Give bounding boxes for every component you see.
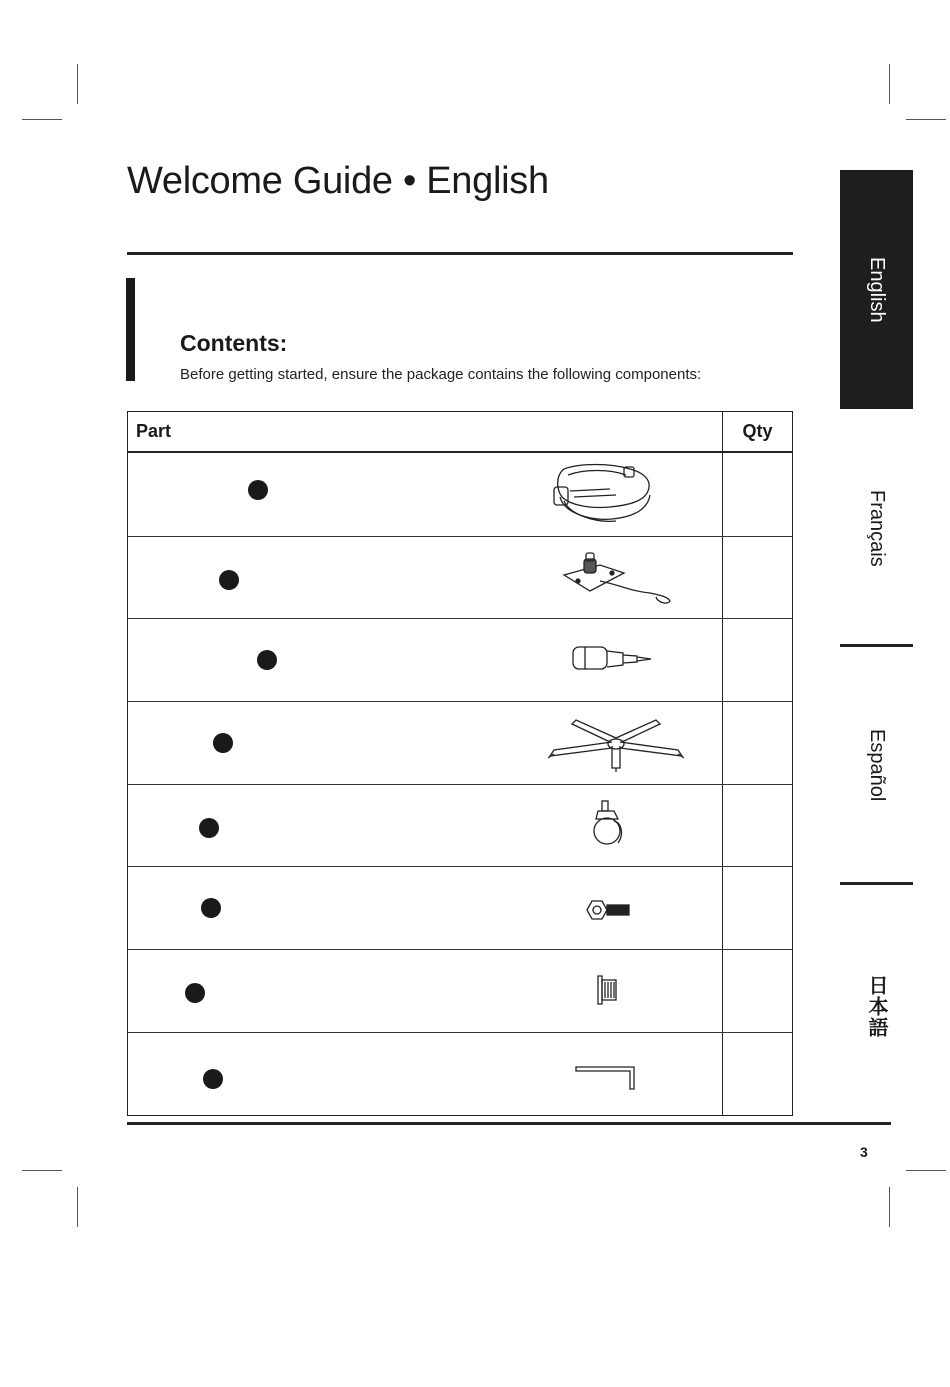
- table-row: [128, 701, 792, 784]
- spare-bolt-icon: [594, 974, 620, 1006]
- crop-mark: [77, 1187, 78, 1227]
- column-header-part: Part: [136, 421, 172, 441]
- seat-assembly-icon: [550, 461, 656, 527]
- allen-key-icon: [574, 1063, 640, 1093]
- qty-cell: [722, 453, 792, 536]
- tab-label: English: [866, 256, 888, 323]
- part-marker: [248, 480, 268, 500]
- contents-heading: Contents:: [180, 330, 288, 356]
- crop-mark: [906, 1170, 946, 1171]
- five-star-base-icon: [546, 714, 686, 774]
- tilt-mechanism-icon: [560, 551, 675, 611]
- table-row: [128, 453, 792, 536]
- part-marker: [185, 983, 205, 1003]
- crop-mark: [906, 119, 946, 120]
- tab-espanol[interactable]: [840, 648, 913, 882]
- page-number: 3: [860, 1144, 868, 1160]
- tab-francais[interactable]: [840, 412, 913, 644]
- tab-label: Español: [866, 728, 888, 802]
- contents-intro: Before getting started, ensure the package contains the following components:: [180, 366, 702, 383]
- tab-japanese[interactable]: [840, 886, 913, 1126]
- table-row: [128, 949, 792, 1032]
- qty-cell: [722, 702, 792, 784]
- qty-cell: [722, 619, 792, 701]
- tab-label: 日本語: [865, 974, 887, 1038]
- part-marker: [201, 898, 221, 918]
- qty-cell: [722, 1033, 792, 1115]
- qty-cell: [722, 785, 792, 867]
- part-marker: [219, 570, 239, 590]
- tab-english[interactable]: [840, 170, 913, 409]
- title-divider: [127, 252, 793, 255]
- tab-label: Français: [866, 489, 888, 567]
- caster-wheel-icon: [588, 799, 628, 849]
- table-row: [128, 866, 792, 949]
- table-row: [128, 784, 792, 867]
- crop-mark: [77, 64, 78, 104]
- qty-cell: [722, 867, 792, 949]
- crop-mark: [22, 1170, 62, 1171]
- column-header-qty: Qty: [722, 412, 792, 451]
- table-row: [128, 1032, 792, 1115]
- table-row: [128, 536, 792, 619]
- bolt-icon: [583, 895, 633, 925]
- section-accent-bar: [126, 278, 135, 381]
- tab-divider: [840, 644, 913, 647]
- tab-divider: [840, 882, 913, 885]
- parts-table: [127, 411, 793, 1116]
- part-marker: [257, 650, 277, 670]
- gas-lift-cylinder-icon: [571, 643, 656, 677]
- table-header: [128, 412, 792, 453]
- crop-mark: [22, 119, 62, 120]
- footer-divider: [127, 1122, 891, 1125]
- table-row: [128, 618, 792, 701]
- part-marker: [199, 818, 219, 838]
- part-marker: [203, 1069, 223, 1089]
- part-marker: [213, 733, 233, 753]
- crop-mark: [889, 64, 890, 104]
- crop-mark: [889, 1187, 890, 1227]
- qty-cell: [722, 950, 792, 1032]
- page-title: Welcome Guide • English: [127, 160, 549, 202]
- qty-cell: [722, 537, 792, 619]
